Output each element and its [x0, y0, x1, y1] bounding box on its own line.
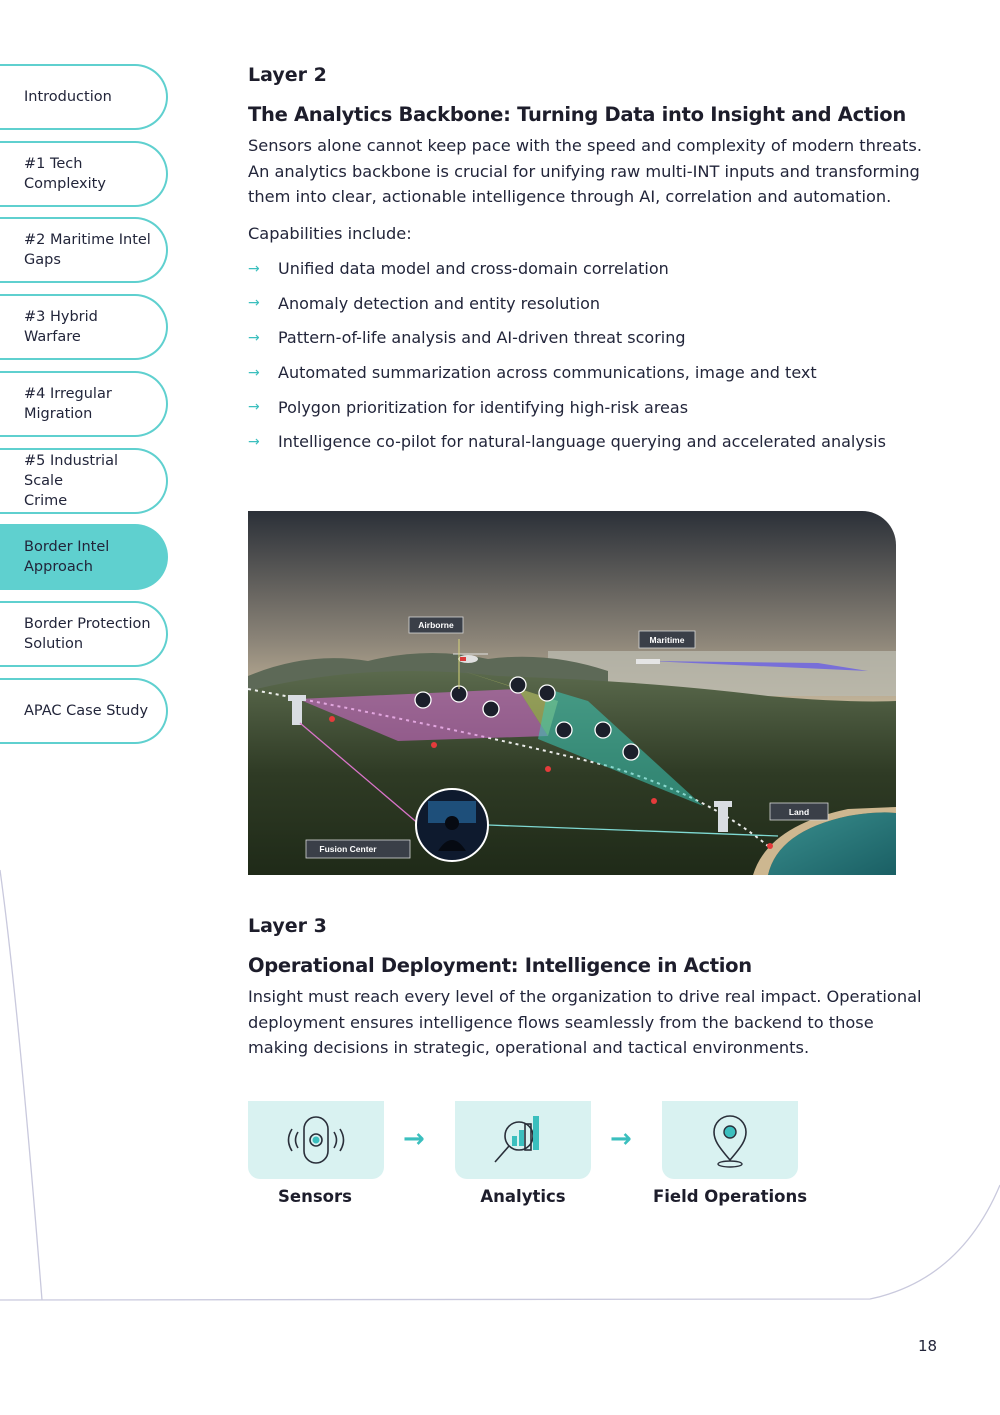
border-surveillance-illustration: [248, 511, 896, 875]
capability-text: Unified data model and cross-domain correlation: [278, 259, 669, 279]
nav-item-label: #1 Tech Complexity: [24, 156, 106, 192]
layer3-paragraph: Insight must reach every level of the organization to drive real impact. Operational deployment ensures intelligence flows seamlessly from the backend to those making decisions in strategic, operational and tactical environments.: [248, 987, 922, 1057]
arrow-right-icon: →: [248, 295, 260, 312]
flow-step-label: Analytics: [480, 1187, 566, 1206]
arrow-right-icon: →: [248, 260, 260, 277]
arrow-right-icon: →: [610, 1124, 632, 1154]
capability-text: Polygon prioritization for identifying high-risk areas: [278, 397, 689, 417]
fusion-center-tag: Fusion Center: [319, 844, 377, 854]
field-operations-card: [662, 1101, 798, 1179]
list-item: [248, 390, 928, 425]
list-item: [248, 424, 928, 459]
list-item: [248, 355, 928, 390]
arrow-right-icon: →: [248, 329, 260, 346]
nav-item-label: Border Intel Approach: [24, 539, 110, 575]
nav-item-label: #4 Irregular Migration: [24, 386, 112, 422]
land-tag: Land: [788, 807, 810, 817]
arrow-right-icon: →: [248, 364, 260, 381]
capability-text: Automated summarization across communications, image and text: [278, 363, 817, 383]
nav-item-label: #2 Maritime Intel Gaps: [24, 232, 151, 268]
layer2-section: [248, 60, 928, 459]
layer2-label: Layer 2: [248, 64, 327, 86]
capabilities-intro: Capabilities include:: [248, 223, 412, 243]
page-number: 18: [918, 1337, 938, 1355]
nav-item-label: #3 Hybrid Warfare: [24, 309, 98, 345]
nav-item-irregular-migration[interactable]: [0, 371, 168, 437]
maritime-tag: Maritime: [649, 635, 685, 645]
capabilities-list: [248, 252, 928, 460]
sensors-card: [248, 1101, 384, 1179]
nav-item-industrial-scale-crime[interactable]: [0, 448, 168, 514]
layer2-paragraph: Sensors alone cannot keep pace with the speed and complexity of modern threats. An analytics backbone is crucial for unifying raw multi-INT inputs and transforming them into clear, actionable intelligence through AI, correlation and automation.: [248, 136, 922, 206]
nav-item-label: Introduction: [24, 89, 112, 105]
nav-item-label: #5 Industrial Scale Crime: [24, 453, 118, 509]
nav-item-maritime-intel-gaps[interactable]: [0, 217, 168, 283]
capability-text: Intelligence co-pilot for natural-language querying and accelerated analysis: [278, 432, 886, 452]
capability-text: Pattern-of-life analysis and AI-driven threat scoring: [278, 328, 686, 348]
nav-item-border-intel-approach[interactable]: [0, 524, 168, 590]
flow-step-label: Sensors: [278, 1187, 352, 1206]
list-item: [248, 252, 928, 287]
nav-item-introduction[interactable]: [0, 64, 168, 130]
nav-item-label: Border Protection Solution: [24, 616, 151, 652]
list-item: [248, 286, 928, 321]
layer3-heading: Operational Deployment: Intelligence in Action: [248, 954, 752, 977]
arrow-right-icon: →: [248, 399, 260, 416]
arrow-right-icon: →: [403, 1124, 425, 1154]
layer3-label: Layer 3: [248, 915, 327, 937]
nav-item-apac-case-study[interactable]: [0, 678, 168, 744]
nav-item-tech-complexity[interactable]: [0, 141, 168, 207]
analytics-icon: [483, 1110, 563, 1170]
analytics-card: [455, 1101, 591, 1179]
flow-step-label: Field Operations: [652, 1187, 808, 1206]
layer3-section: [248, 911, 928, 1061]
sensor-icon: [276, 1110, 356, 1170]
nav-item-label: APAC Case Study: [24, 703, 149, 719]
arrow-right-icon: →: [248, 433, 260, 450]
capability-text: Anomaly detection and entity resolution: [278, 293, 601, 313]
nav-item-border-protection-solution[interactable]: [0, 601, 168, 667]
location-pin-icon: [690, 1110, 770, 1170]
airborne-tag: Airborne: [418, 620, 454, 630]
list-item: [248, 321, 928, 356]
nav-item-hybrid-warfare[interactable]: [0, 294, 168, 360]
layer2-heading: The Analytics Backbone: Turning Data into Insight and Action: [248, 103, 906, 126]
